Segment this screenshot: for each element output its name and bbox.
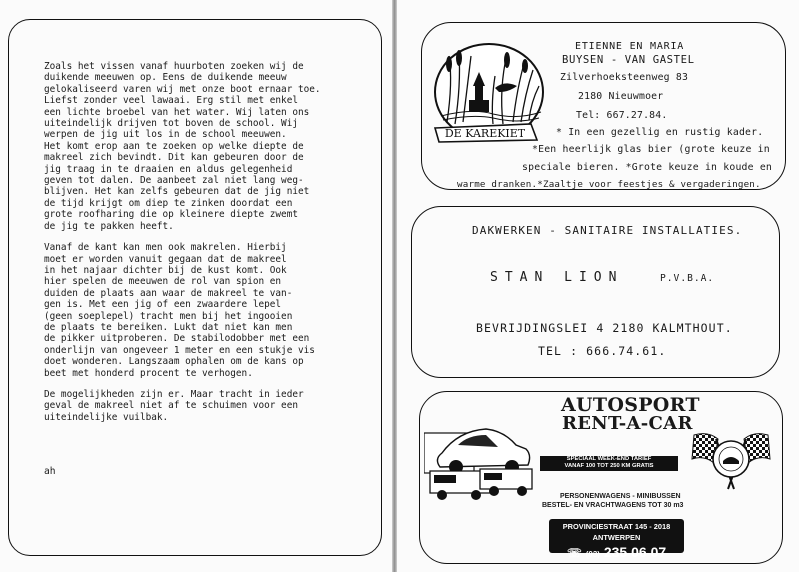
telephone-icon: ☏: [566, 546, 582, 560]
promo-line: SPECIAAL WEEK-END TARIEF: [566, 456, 652, 462]
contact-banner: [549, 519, 684, 560]
logo-text: DE KAREKIET: [444, 127, 526, 140]
shop-phone-row: [549, 543, 684, 564]
feature-line: warme dranken.*Zaaltje voor feestjes & vergaderingen.: [457, 179, 761, 190]
feature-line: * In een gezellig en rustig kader.: [556, 127, 764, 138]
karekiet-logo: [433, 42, 546, 146]
author-signature: ah: [44, 466, 56, 477]
phone-number: Tel: 667.27.84.: [576, 110, 668, 121]
company-name: STAN LION: [490, 270, 624, 285]
phone-prefix: (03): [585, 550, 600, 559]
book-gutter: [392, 0, 397, 572]
owner-surnames: BUYSEN - VAN GASTEL: [562, 54, 695, 66]
city-address: 2180 Nieuwmoer: [578, 91, 664, 102]
feature-line: speciale bieren. *Grote keuze in koude en: [522, 162, 773, 173]
article-paragraph: Vanaf de kant kan men ook makrelen. Hierbij moet er worden vanuit gegaan dat de makreel in het najaar dichter bij de kust komt. Ook hier spelen de meeuwen de rol van spion en duiden de plaats aan waar de makreel te van- gen is. Met een jig of een zwaardere lepel (geen soeplepel) tracht men bij het ingooien de plaats te bereiken. Lukt dat niet kan men de pikker uitproberen. De stabilodobber met een onderlijn van ongeveer 1 meter en een stukje vis doet wonderen. Langszaam ophalen om de kans op beet met honderd procent te verhogen.: [44, 242, 315, 379]
autosport-title: AUTOSPORT: [561, 394, 700, 416]
article-text: [44, 61, 364, 433]
feature-line: *Een heerlijk glas bier (grote keuze in: [532, 144, 770, 155]
owner-names: ETIENNE EN MARIA: [575, 41, 685, 52]
car-icon: [424, 423, 536, 505]
promo-banner: [540, 456, 678, 471]
services-line: PERSONENWAGENS - MINIBUSSEN: [560, 493, 681, 500]
rent-a-car-title: RENT-A-CAR: [562, 413, 693, 434]
reed-bird-logo-icon: [433, 42, 546, 146]
street-address: Zilverhoeksteenweg 83: [560, 72, 689, 83]
company-address: BEVRIJDINGSLEI 4 2180 KALMTHOUT.: [476, 321, 733, 335]
shop-address: PROVINCIESTRAAT 145 - 2018 ANTWERPEN: [562, 522, 671, 542]
checkered-flag-icon: [690, 429, 772, 493]
badge-text: [690, 429, 691, 430]
company-suffix: P.V.B.A.: [660, 273, 715, 284]
article-paragraph: De mogelijkheden zijn er. Maar tracht in ieder geval de makreel niet af te schuimen voor een uiteindelijke vuilbak.: [44, 388, 304, 423]
promo-line: VANAF 100 TOT 250 KM GRATIS: [564, 463, 654, 469]
phone-number: 235 06 07: [603, 544, 667, 560]
company-phone: TEL : 666.74.61.: [538, 344, 667, 358]
checkered-flags-badge: [690, 429, 772, 493]
article-paragraph: Zoals het vissen vanaf huurboten zoeken wij de duikende meeuwen op. Eens de duikende meeuw gelokaliseerd varen wij met onze boot ernaar toe. Liefst zonder veel lawaai. Erg stil met enkel een lichte broebel van het water. Wij laten ons uiteindelijk drijven tot boven de school. Wij werpen de jig uit los in de school meeuwen. Het komt erop aan te zoeken op welke diepte de makreel zich bevindt. Dit kan gebeuren door de jig traag in te draaien en aldus gelegenheid geven tot dalen. De aanbeet zal niet lang weg- blijven. Het kan zelfs gebeuren dat de jig niet de tijd krijgt om diep te zinken doordat een grote roofharing die op kleinere diepte zwemt de jig te pakken heeft.: [44, 61, 321, 232]
business-type: DAKWERKEN - SANITAIRE INSTALLATIES.: [472, 224, 743, 237]
services-line: BESTEL- EN VRACHTWAGENS TOT 30 m3: [542, 502, 684, 509]
cars-illustration: [424, 423, 536, 505]
